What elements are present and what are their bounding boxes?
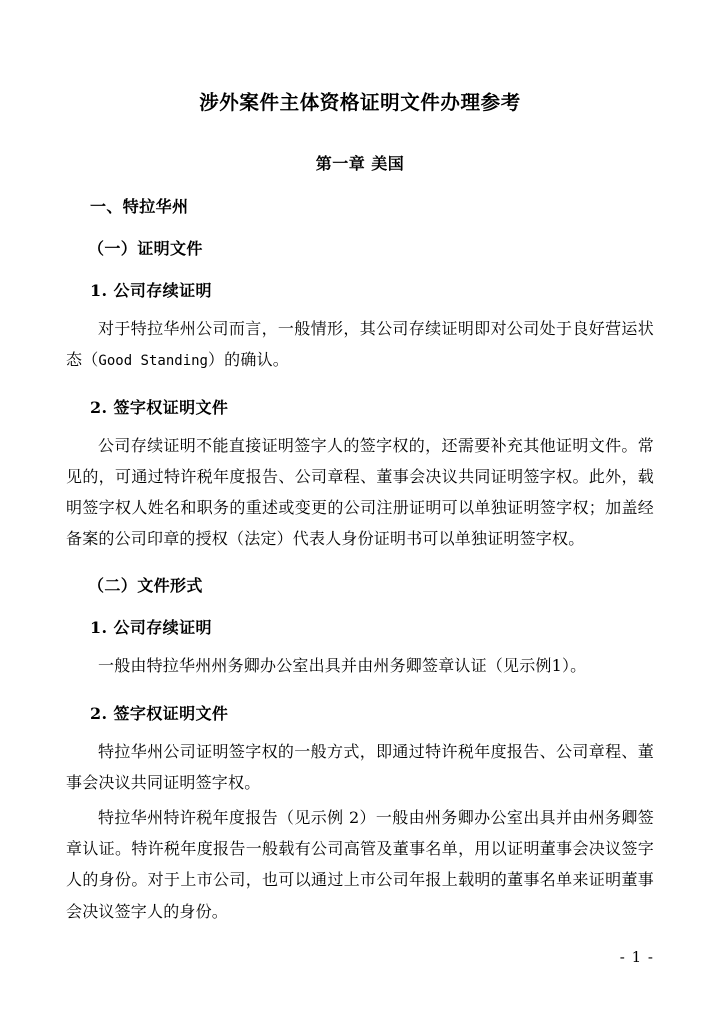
paragraph-1-1-a-pre: 对于特拉华州公司而言，一般情形，其公司存续证明即对公司处于良好营运状态（ <box>66 319 654 370</box>
subsection-heading-1: （一）证明文件 <box>88 239 203 259</box>
item-heading-2-1: 1. 公司存续证明 <box>90 618 212 638</box>
chapter-heading: 第一章 美国 <box>315 154 405 174</box>
paragraph-2-1-a: 一般由特拉华州州务卿办公室出具并由州务卿签章认证（见示例1）。 <box>98 656 587 676</box>
item-heading-1-2: 2. 签字权证明文件 <box>90 397 229 417</box>
subsection-heading-2: （二）文件形式 <box>88 576 203 596</box>
paragraph-1-1-a-latin: Good Standing <box>98 353 208 370</box>
page-title: 涉外案件主体资格证明文件办理参考 <box>199 91 521 114</box>
paragraph-2-2-a: 特拉华州公司证明签字权的一般方式，即通过特许税年度报告、公司章程、董事会决议共同证明签字权。 <box>66 741 654 792</box>
item-heading-1-1: 1. 公司存续证明 <box>90 281 212 301</box>
section-heading-1: 一、特拉华州 <box>90 197 189 217</box>
paragraph-1-1-a <box>66 313 654 375</box>
paragraph-1-1-a-post: ）的确认。 <box>207 350 289 370</box>
paragraph-2-2-b: 特拉华州特许税年度报告（见示例 2）一般由州务卿办公室出具并由州务卿签章认证。特许税年度报告一般载有公司高管及董事名单，用以证明董事会决议签字人的身份。对于上市公司，也可以通过上市公司年报上载明的董事名单来证明董事会决议签字人的身份。 <box>66 808 654 921</box>
item-heading-2-2: 2. 签字权证明文件 <box>90 703 229 723</box>
page-number: - 1 - <box>619 948 654 966</box>
paragraph-1-2-a: 公司存续证明不能直接证明签字人的签字权的，还需要补充其他证明文件。常见的，可通过特许税年度报告、公司章程、董事会决议共同证明签字权。此外，载明签字权人姓名和职务的重述或变更的公司注册证明可以单独证明签字权；加盖经备案的公司印章的授权（法定）代表人身份证明书可以单独证明签字权。 <box>66 435 654 549</box>
